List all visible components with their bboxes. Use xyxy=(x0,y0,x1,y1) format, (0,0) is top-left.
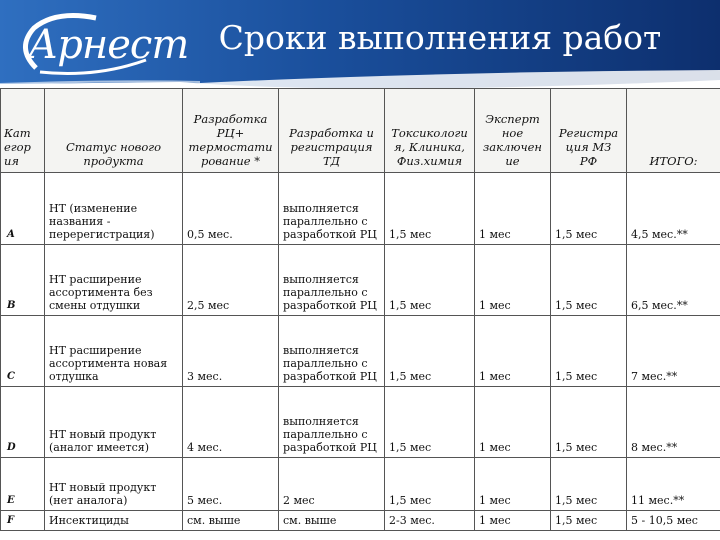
cell-expert-opinion: 1 мес xyxy=(475,458,551,511)
table-row xyxy=(1,387,720,458)
cell-mz-registration: 1,5 мес xyxy=(551,511,627,531)
cell-mz-registration: 1,5 мес xyxy=(551,458,627,511)
cell-toxicology: 2-3 мес. xyxy=(385,511,475,531)
cell-toxicology: 1,5 мес xyxy=(385,245,475,316)
cell-category: C xyxy=(1,316,45,387)
cell-product-status: Инсектициды xyxy=(45,511,183,531)
header-product-status: Статус нового продукта xyxy=(45,89,183,173)
header-total: ИТОГО: xyxy=(627,89,720,173)
cell-expert-opinion: 1 мес xyxy=(475,245,551,316)
header-category: Кат егор ия xyxy=(1,89,45,173)
cell-toxicology: 1,5 мес xyxy=(385,173,475,245)
table-row xyxy=(1,173,720,245)
cell-rc-development: 5 мес. xyxy=(183,458,279,511)
table-row xyxy=(1,511,720,531)
cell-total: 6,5 мес.** xyxy=(627,245,720,316)
brand-logo xyxy=(6,8,189,80)
cell-total: 5 - 10,5 мес xyxy=(627,511,720,531)
cell-td-registration: см. выше xyxy=(279,511,385,531)
cell-rc-development: 3 мес. xyxy=(183,316,279,387)
cell-td-registration: выполняется параллельно с разработкой РЦ xyxy=(279,387,385,458)
cell-rc-development: 0,5 мес. xyxy=(183,173,279,245)
table-row xyxy=(1,316,720,387)
cell-expert-opinion: 1 мес xyxy=(475,316,551,387)
slide-header xyxy=(0,0,720,88)
cell-rc-development: 4 мес. xyxy=(183,387,279,458)
cell-toxicology: 1,5 мес xyxy=(385,387,475,458)
cell-toxicology: 1,5 мес xyxy=(385,458,475,511)
cell-product-status: НТ новый продукт (нет аналога) xyxy=(45,458,183,511)
timeline-table xyxy=(0,88,720,531)
cell-td-registration: выполняется параллельно с разработкой РЦ xyxy=(279,173,385,245)
cell-product-status: НТ расширение ассортимента без смены отдушки xyxy=(45,245,183,316)
cell-total: 8 мес.** xyxy=(627,387,720,458)
header-toxicology: Токсикологи я, Клиника, Физ.химия xyxy=(385,89,475,173)
cell-mz-registration: 1,5 мес xyxy=(551,173,627,245)
cell-rc-development: 2,5 мес xyxy=(183,245,279,316)
cell-category: F xyxy=(1,511,45,531)
header-td-registration: Разработка и регистрация ТД xyxy=(279,89,385,173)
cell-mz-registration: 1,5 мес xyxy=(551,245,627,316)
cell-td-registration: выполняется параллельно с разработкой РЦ xyxy=(279,316,385,387)
logo-text: Арнест xyxy=(28,22,189,68)
table-row xyxy=(1,458,720,511)
cell-mz-registration: 1,5 мес xyxy=(551,316,627,387)
cell-expert-opinion: 1 мес xyxy=(475,511,551,531)
cell-total: 11 мес.** xyxy=(627,458,720,511)
table-row xyxy=(1,245,720,316)
cell-product-status: НТ расширение ассортимента новая отдушка xyxy=(45,316,183,387)
cell-td-registration: 2 мес xyxy=(279,458,385,511)
table-body xyxy=(1,173,720,531)
timeline-table-container xyxy=(0,88,720,531)
cell-total: 4,5 мес.** xyxy=(627,173,720,245)
cell-expert-opinion: 1 мес xyxy=(475,387,551,458)
header-mz-registration: Регистра ция МЗ РФ xyxy=(551,89,627,173)
table-header-row xyxy=(1,89,720,173)
slide-title: Сроки выполнения работ xyxy=(218,18,662,57)
cell-category: D xyxy=(1,387,45,458)
cell-total: 7 мес.** xyxy=(627,316,720,387)
header-rc-development: Разработка РЦ+ термостати рование * xyxy=(183,89,279,173)
cell-toxicology: 1,5 мес xyxy=(385,316,475,387)
cell-category: B xyxy=(1,245,45,316)
cell-expert-opinion: 1 мес xyxy=(475,173,551,245)
cell-category: E xyxy=(1,458,45,511)
cell-rc-development: см. выше xyxy=(183,511,279,531)
cell-td-registration: выполняется параллельно с разработкой РЦ xyxy=(279,245,385,316)
header-expert-opinion: Эксперт ное заключен ие xyxy=(475,89,551,173)
cell-category: A xyxy=(1,173,45,245)
cell-product-status: НТ (изменение названия - перерегистрация) xyxy=(45,173,183,245)
cell-mz-registration: 1,5 мес xyxy=(551,387,627,458)
cell-product-status: НТ новый продукт (аналог имеется) xyxy=(45,387,183,458)
